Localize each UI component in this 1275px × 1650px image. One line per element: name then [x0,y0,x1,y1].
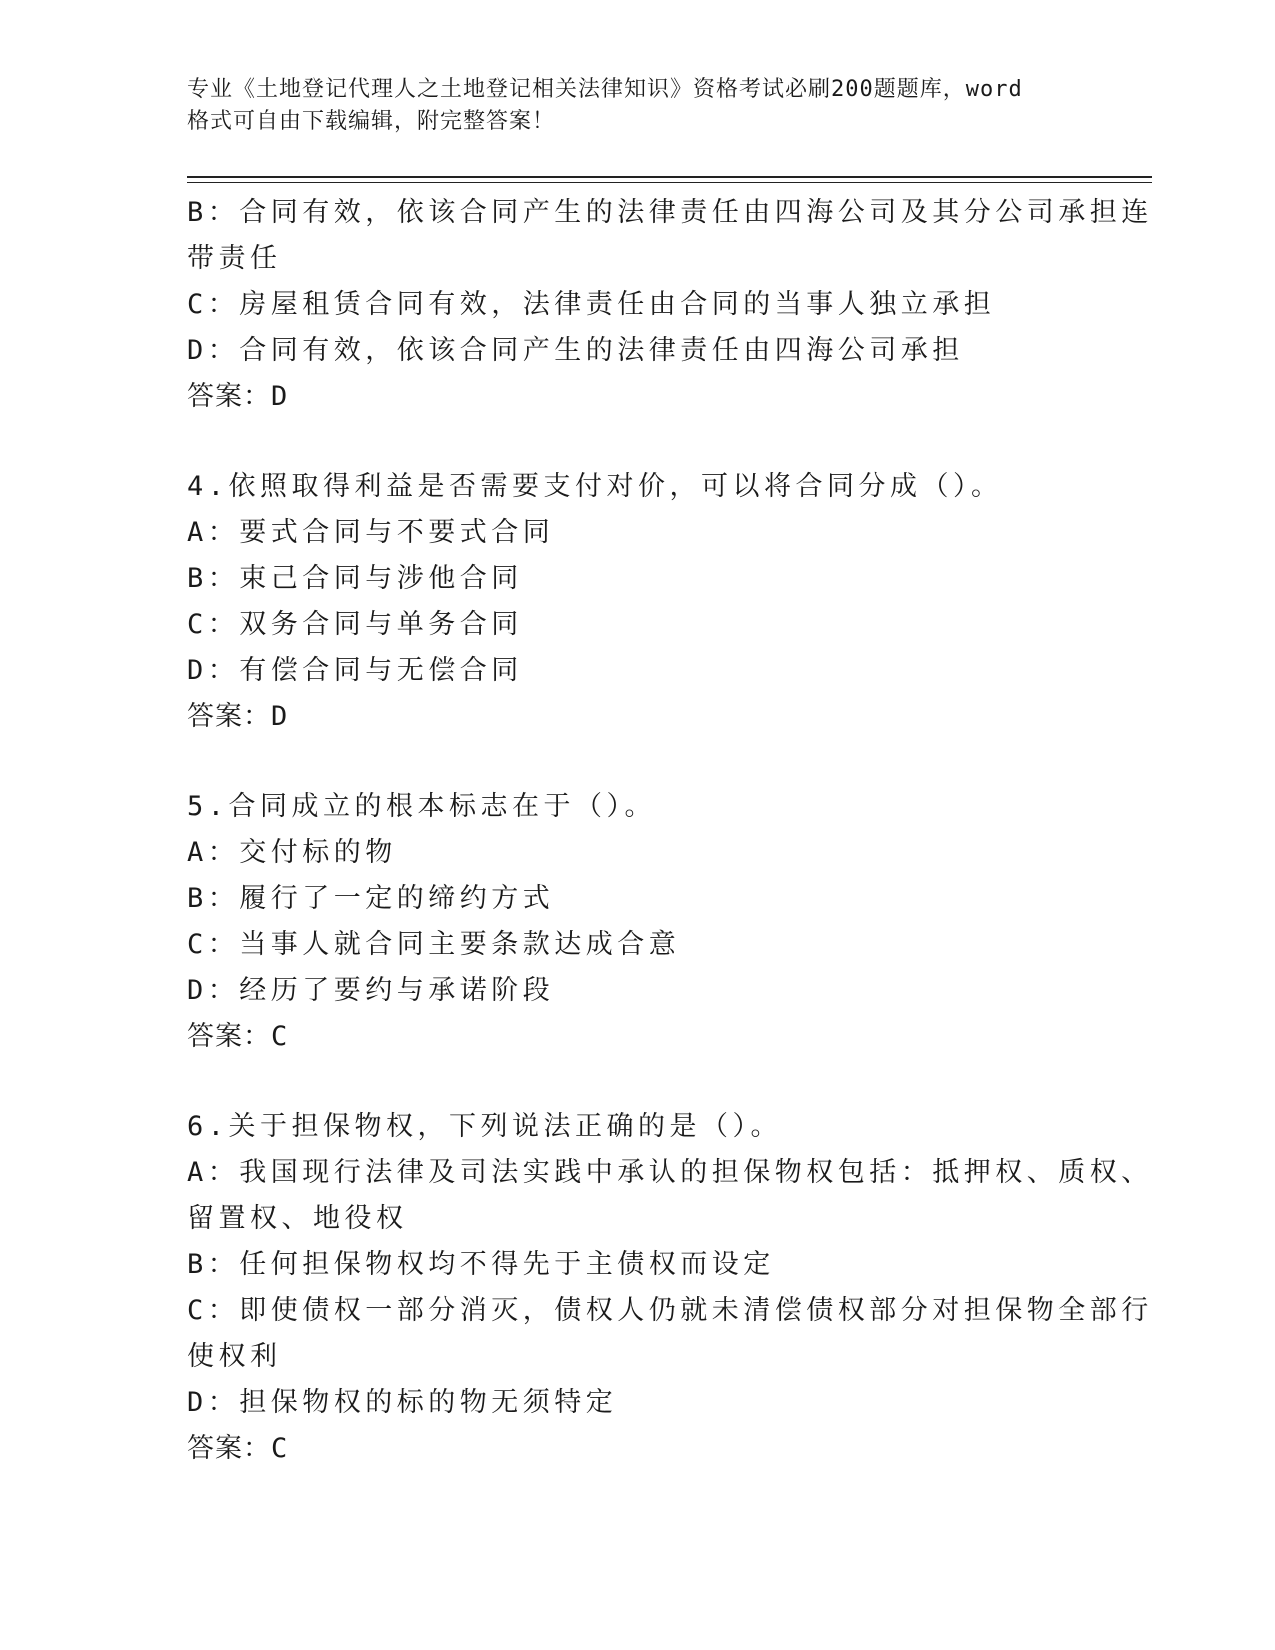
answer: 答案：D [187,701,289,732]
answer: 答案：C [187,1021,289,1052]
header-rule-thick [187,176,1152,178]
option-d: D：有偿合同与无偿合同 [187,655,523,686]
question-text: 5.合同成立的根本标志在于（）。 [187,791,657,822]
option-b: B：履行了一定的缔约方式 [187,883,555,914]
option-d: D：合同有效，依该合同产生的法律责任由四海公司承担 [187,335,964,366]
option-c: C：双务合同与单务合同 [187,609,523,640]
question-5 [187,784,1087,1060]
header-line-1: 专业《土地登记代理人之土地登记相关法律知识》资格考试必刷200题题库，word [187,77,1023,102]
question-6 [187,1104,1153,1472]
question-text: 6.关于担保物权，下列说法正确的是（）。 [187,1111,783,1142]
document-header [187,74,1087,138]
option-a: A：交付标的物 [187,837,397,868]
option-a-line-2: 留置权、地役权 [187,1203,408,1234]
question-3 [187,190,1153,420]
option-b-line-1: B：合同有效，依该合同产生的法律责任由四海公司及其分公司承担连 [187,197,1153,228]
option-b: B：束己合同与涉他合同 [187,563,523,594]
header-rule-thin [187,182,1152,183]
option-b: B：任何担保物权均不得先于主债权而设定 [187,1249,775,1280]
option-d: D：经历了要约与承诺阶段 [187,975,555,1006]
answer: 答案：C [187,1433,289,1464]
spacer [187,1060,1087,1104]
question-list [187,190,1153,1472]
option-c: C：当事人就合同主要条款达成合意 [187,929,681,960]
option-a-line-1: A：我国现行法律及司法实践中承认的担保物权包括：抵押权、质权、 [187,1157,1153,1188]
option-c: C：房屋租赁合同有效，法律责任由合同的当事人独立承担 [187,289,996,320]
option-b-line-2: 带责任 [187,243,282,274]
header-line-2: 格式可自由下载编辑，附完整答案！ [187,109,556,134]
option-d: D：担保物权的标的物无须特定 [187,1387,618,1418]
question-text: 4.依照取得利益是否需要支付对价，可以将合同分成（）。 [187,471,1003,502]
option-c-line-2: 使权利 [187,1341,282,1372]
question-4 [187,464,1087,740]
answer: 答案：D [187,381,289,412]
spacer [187,740,1087,784]
spacer [187,420,1087,464]
option-a: A：要式合同与不要式合同 [187,517,555,548]
option-c-line-1: C：即使债权一部分消灭，债权人仍就未清偿债权部分对担保物全部行 [187,1295,1153,1326]
